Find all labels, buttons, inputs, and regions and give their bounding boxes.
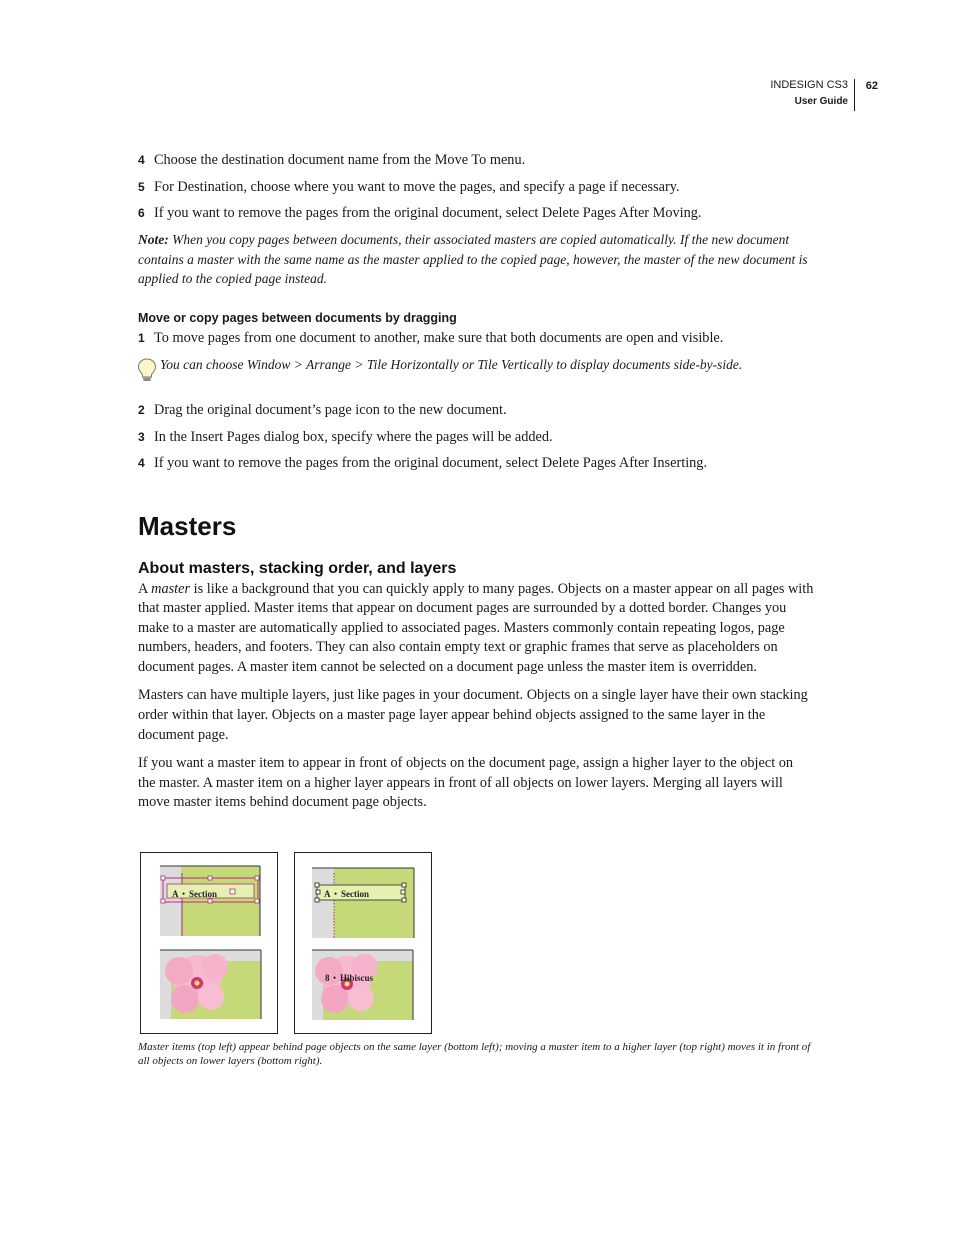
paragraph: Masters can have multiple layers, just like pages in your document. Objects on a single layer have their own stacking order within that layer. Objects on a master page layer appear behind objects assigned to the same layer in the document page. xyxy=(138,687,808,743)
step-number: 4 xyxy=(138,153,145,167)
product-name: INDESIGN CS3 xyxy=(770,79,848,91)
svg-text:•: • xyxy=(182,889,186,899)
subsection-title: About masters, stacking order, and layers xyxy=(138,559,457,577)
step-5 xyxy=(138,177,814,197)
step-text: If you want to remove the pages from the original document, select Delete Pages After Inserting. xyxy=(154,454,708,471)
panel-left-art xyxy=(141,853,279,1035)
procedure-heading: Move or copy pages between documents by dragging xyxy=(138,310,457,325)
step-number: 1 xyxy=(138,330,145,345)
tip xyxy=(138,355,814,395)
step-text: In the Insert Pages dialog box, specify where the pages will be added. xyxy=(154,428,553,445)
step-6 xyxy=(138,203,814,223)
paragraph: If you want a master item to appear in front of objects on the document page, assign a higher layer to the object on the master. A master item on a higher layer appears in front of all objects on lower layers. Merging all layers will move master items behind document page objects. xyxy=(138,755,794,811)
page-content xyxy=(138,150,814,813)
left-top-marker: A xyxy=(172,889,179,899)
left-top-label: Section xyxy=(189,889,217,899)
lightbulb-icon xyxy=(136,357,158,383)
para-text: is like a background that you can quickly apply to many pages. Objects on a master appear on all pages with that master applied. Master items that appear on document pages are surrounded by a dotted border. Changes you make to a master are automatically applied to associated pages. Masters commonly contain repeating logos, page numbers, headers, and footers. They can also contain empty text or graphic frames that serve as placeholders on document pages. A master item cannot be selected on a document page unless the master item is overridden. xyxy=(138,580,814,675)
step-number: 4 xyxy=(138,455,145,470)
step-3 xyxy=(138,427,814,447)
note-text: When you copy pages between documents, their associated masters are copied automatically. If the new document contains a master with the same name as the master applied to the copied page, however, the master of the new document is applied to the copied page instead. xyxy=(138,232,808,286)
figure-panel-left xyxy=(140,852,278,1034)
section-title: Masters xyxy=(138,510,237,541)
right-bottom-marker: 8 xyxy=(325,973,330,983)
hibiscus-image xyxy=(165,954,228,1013)
hibiscus-image xyxy=(315,954,378,1013)
note-label: Note: xyxy=(138,232,169,247)
step-1 xyxy=(138,328,814,348)
step-text: To move pages from one document to another, make sure that both documents are open and visible. xyxy=(154,329,724,346)
step-text: Drag the original document’s page icon to the new document. xyxy=(154,401,507,418)
panel-right-art xyxy=(295,853,433,1035)
step-number: 3 xyxy=(138,429,145,444)
page-number: 62 xyxy=(865,80,878,92)
right-top-label: Section xyxy=(341,889,369,899)
note xyxy=(138,230,814,289)
header-divider xyxy=(854,79,855,111)
svg-text:•: • xyxy=(333,973,337,983)
step-4a xyxy=(138,150,814,170)
step-text: Choose the destination document name from the Move To menu. xyxy=(154,152,526,168)
step-number: 2 xyxy=(138,402,145,417)
step-2 xyxy=(138,400,814,420)
right-top-marker: A xyxy=(324,889,331,899)
para-text: A xyxy=(138,580,152,597)
step-text: If you want to remove the pages from the original document, select Delete Pages After Moving. xyxy=(154,205,702,221)
guide-name: User Guide xyxy=(794,96,848,107)
figure-caption: Master items (top left) appear behind page objects on the same layer (bottom left); moving a master item to a higher layer (top right) moves it in front of all objects on lower layers (bottom right). xyxy=(138,1041,811,1067)
step-text: For Destination, choose where you want to move the pages, and specify a page if necessary. xyxy=(154,179,680,195)
svg-text:•: • xyxy=(334,889,338,899)
tip-text: You can choose Window > Arrange > Tile Horizontally or Tile Vertically to display documents side-by-side. xyxy=(160,356,743,372)
paragraph xyxy=(138,580,814,678)
step-4b xyxy=(138,453,814,473)
step-number: 6 xyxy=(138,206,145,220)
right-bottom-label: Hibiscus xyxy=(340,973,374,983)
figure-panel-right xyxy=(294,852,432,1034)
step-number: 5 xyxy=(138,180,145,194)
term-master: master xyxy=(151,580,191,597)
